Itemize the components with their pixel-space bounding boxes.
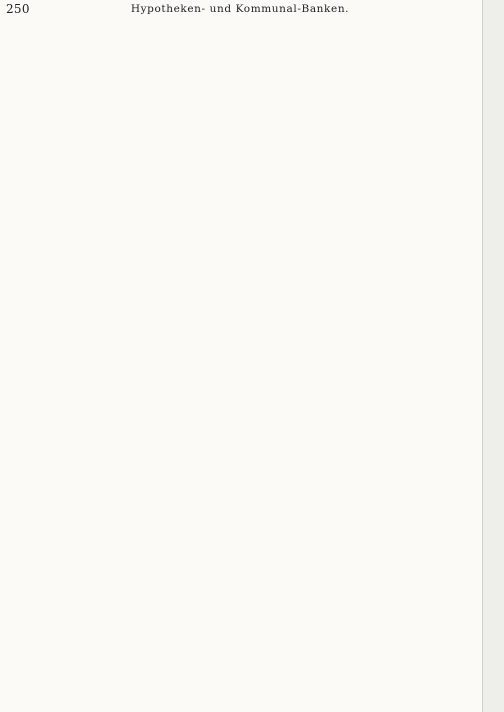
- body-line: [6, 62, 478, 70]
- body-line: [6, 523, 478, 531]
- adjacent-page-glyph: [485, 174, 503, 184]
- body-line: [6, 230, 478, 238]
- page-edge-rule: [482, 0, 483, 712]
- body-line: [6, 372, 478, 380]
- adjacent-page-glyph: [485, 213, 503, 223]
- adjacent-page-glyph: [485, 69, 503, 79]
- adjacent-page-glyph: [485, 309, 503, 319]
- body-line: [6, 616, 478, 624]
- body-line: [6, 79, 478, 87]
- body-line: [6, 137, 478, 145]
- body-line: [6, 322, 478, 330]
- adjacent-page-glyph: [485, 376, 503, 386]
- body-line: [6, 146, 478, 154]
- adjacent-page-glyph: [485, 194, 503, 204]
- body-line: [6, 179, 478, 187]
- adjacent-page-glyph: [485, 347, 503, 357]
- body-line: [6, 666, 478, 674]
- body-line: [6, 473, 478, 481]
- body-line: [6, 532, 478, 540]
- body-line: [6, 398, 478, 406]
- adjacent-page-glyph: [485, 203, 503, 213]
- body-line: [6, 557, 478, 565]
- body-line: [6, 356, 478, 364]
- body-line: [6, 330, 478, 338]
- body-line: [6, 599, 478, 607]
- body-line: [6, 54, 478, 62]
- body-line: [6, 515, 478, 523]
- body-line: [6, 238, 478, 246]
- body-line: [6, 381, 478, 389]
- body-line: [6, 87, 478, 95]
- body-line: [6, 272, 478, 280]
- body-line: [6, 112, 478, 120]
- adjacent-page-glyph: [485, 107, 503, 117]
- body-line: [6, 339, 478, 347]
- body-line: [6, 540, 478, 548]
- body-text-column: [6, 20, 478, 710]
- body-line: [6, 565, 478, 573]
- body-line: [6, 28, 478, 36]
- body-line: [6, 255, 478, 263]
- body-line: [6, 700, 478, 708]
- body-line: [6, 691, 478, 699]
- body-line: [6, 280, 478, 288]
- adjacent-page-glyph: [485, 328, 503, 338]
- adjacent-page-glyph: [485, 318, 503, 328]
- body-line: [6, 45, 478, 53]
- body-line: [6, 347, 478, 355]
- adjacent-page-glyph: [485, 366, 503, 376]
- body-line: [6, 683, 478, 691]
- body-line: [6, 364, 478, 372]
- body-line: [6, 263, 478, 271]
- body-line: [6, 465, 478, 473]
- body-line: [6, 633, 478, 641]
- body-line: [6, 708, 478, 710]
- adjacent-page-glyph: [485, 405, 503, 415]
- body-line: [6, 582, 478, 590]
- body-line: [6, 674, 478, 682]
- body-line: [6, 607, 478, 615]
- body-line: [6, 389, 478, 397]
- body-line: [6, 649, 478, 657]
- body-line: [6, 423, 478, 431]
- body-line: [6, 658, 478, 666]
- body-line: [6, 247, 478, 255]
- body-line: [6, 448, 478, 456]
- body-line: [6, 104, 478, 112]
- adjacent-page-glyph: [485, 59, 503, 69]
- adjacent-page-glyph: [485, 232, 503, 242]
- adjacent-page-glyph: [485, 50, 503, 60]
- body-line: [6, 121, 478, 129]
- body-line: [6, 314, 478, 322]
- adjacent-page-glyph: [485, 222, 503, 232]
- body-line: [6, 641, 478, 649]
- page-header: [0, 2, 480, 20]
- body-line: [6, 498, 478, 506]
- adjacent-page-glyph: [485, 289, 503, 299]
- body-line: [6, 624, 478, 632]
- adjacent-page-glyph: [485, 136, 503, 146]
- body-line: [6, 196, 478, 204]
- body-line: [6, 431, 478, 439]
- body-line: [6, 456, 478, 464]
- adjacent-page-glyph: [485, 98, 503, 108]
- body-line: [6, 20, 478, 28]
- adjacent-page-glyph: [485, 337, 503, 347]
- body-line: [6, 490, 478, 498]
- adjacent-page-edge: [482, 0, 504, 712]
- body-line: [6, 591, 478, 599]
- adjacent-page-glyph: [485, 40, 503, 50]
- body-line: [6, 289, 478, 297]
- body-line: [6, 221, 478, 229]
- body-line: [6, 171, 478, 179]
- adjacent-page-glyph: [485, 155, 503, 165]
- adjacent-page-glyph: [485, 395, 503, 405]
- adjacent-page-glyph: [485, 184, 503, 194]
- body-line: [6, 37, 478, 45]
- adjacent-page-glyph: [485, 280, 503, 290]
- running-head: Hypotheken- und Kommunal-Banken.: [130, 3, 350, 15]
- adjacent-page-glyph: [485, 299, 503, 309]
- adjacent-page-glyph: [485, 88, 503, 98]
- body-line: [6, 481, 478, 489]
- adjacent-page-glyph: [485, 270, 503, 280]
- page-number: 250: [6, 2, 30, 16]
- adjacent-page-glyph: [485, 126, 503, 136]
- adjacent-page-glyphs: [485, 40, 503, 424]
- body-line: [6, 154, 478, 162]
- body-line: [6, 574, 478, 582]
- adjacent-page-glyph: [485, 251, 503, 261]
- adjacent-page-glyph: [485, 146, 503, 156]
- body-line: [6, 205, 478, 213]
- body-line: [6, 440, 478, 448]
- body-line: [6, 96, 478, 104]
- adjacent-page-glyph: [485, 241, 503, 251]
- adjacent-page-glyph: [485, 414, 503, 424]
- adjacent-page-glyph: [485, 78, 503, 88]
- body-line: [6, 213, 478, 221]
- body-line: [6, 406, 478, 414]
- adjacent-page-glyph: [485, 261, 503, 271]
- body-line: [6, 70, 478, 78]
- body-line: [6, 549, 478, 557]
- body-line: [6, 129, 478, 137]
- adjacent-page-glyph: [485, 385, 503, 395]
- adjacent-page-glyph: [485, 357, 503, 367]
- adjacent-page-glyph: [485, 165, 503, 175]
- body-line: [6, 507, 478, 515]
- body-line: [6, 163, 478, 171]
- body-line: [6, 414, 478, 422]
- adjacent-page-glyph: [485, 117, 503, 127]
- body-line: [6, 297, 478, 305]
- body-line: [6, 188, 478, 196]
- body-line: [6, 305, 478, 313]
